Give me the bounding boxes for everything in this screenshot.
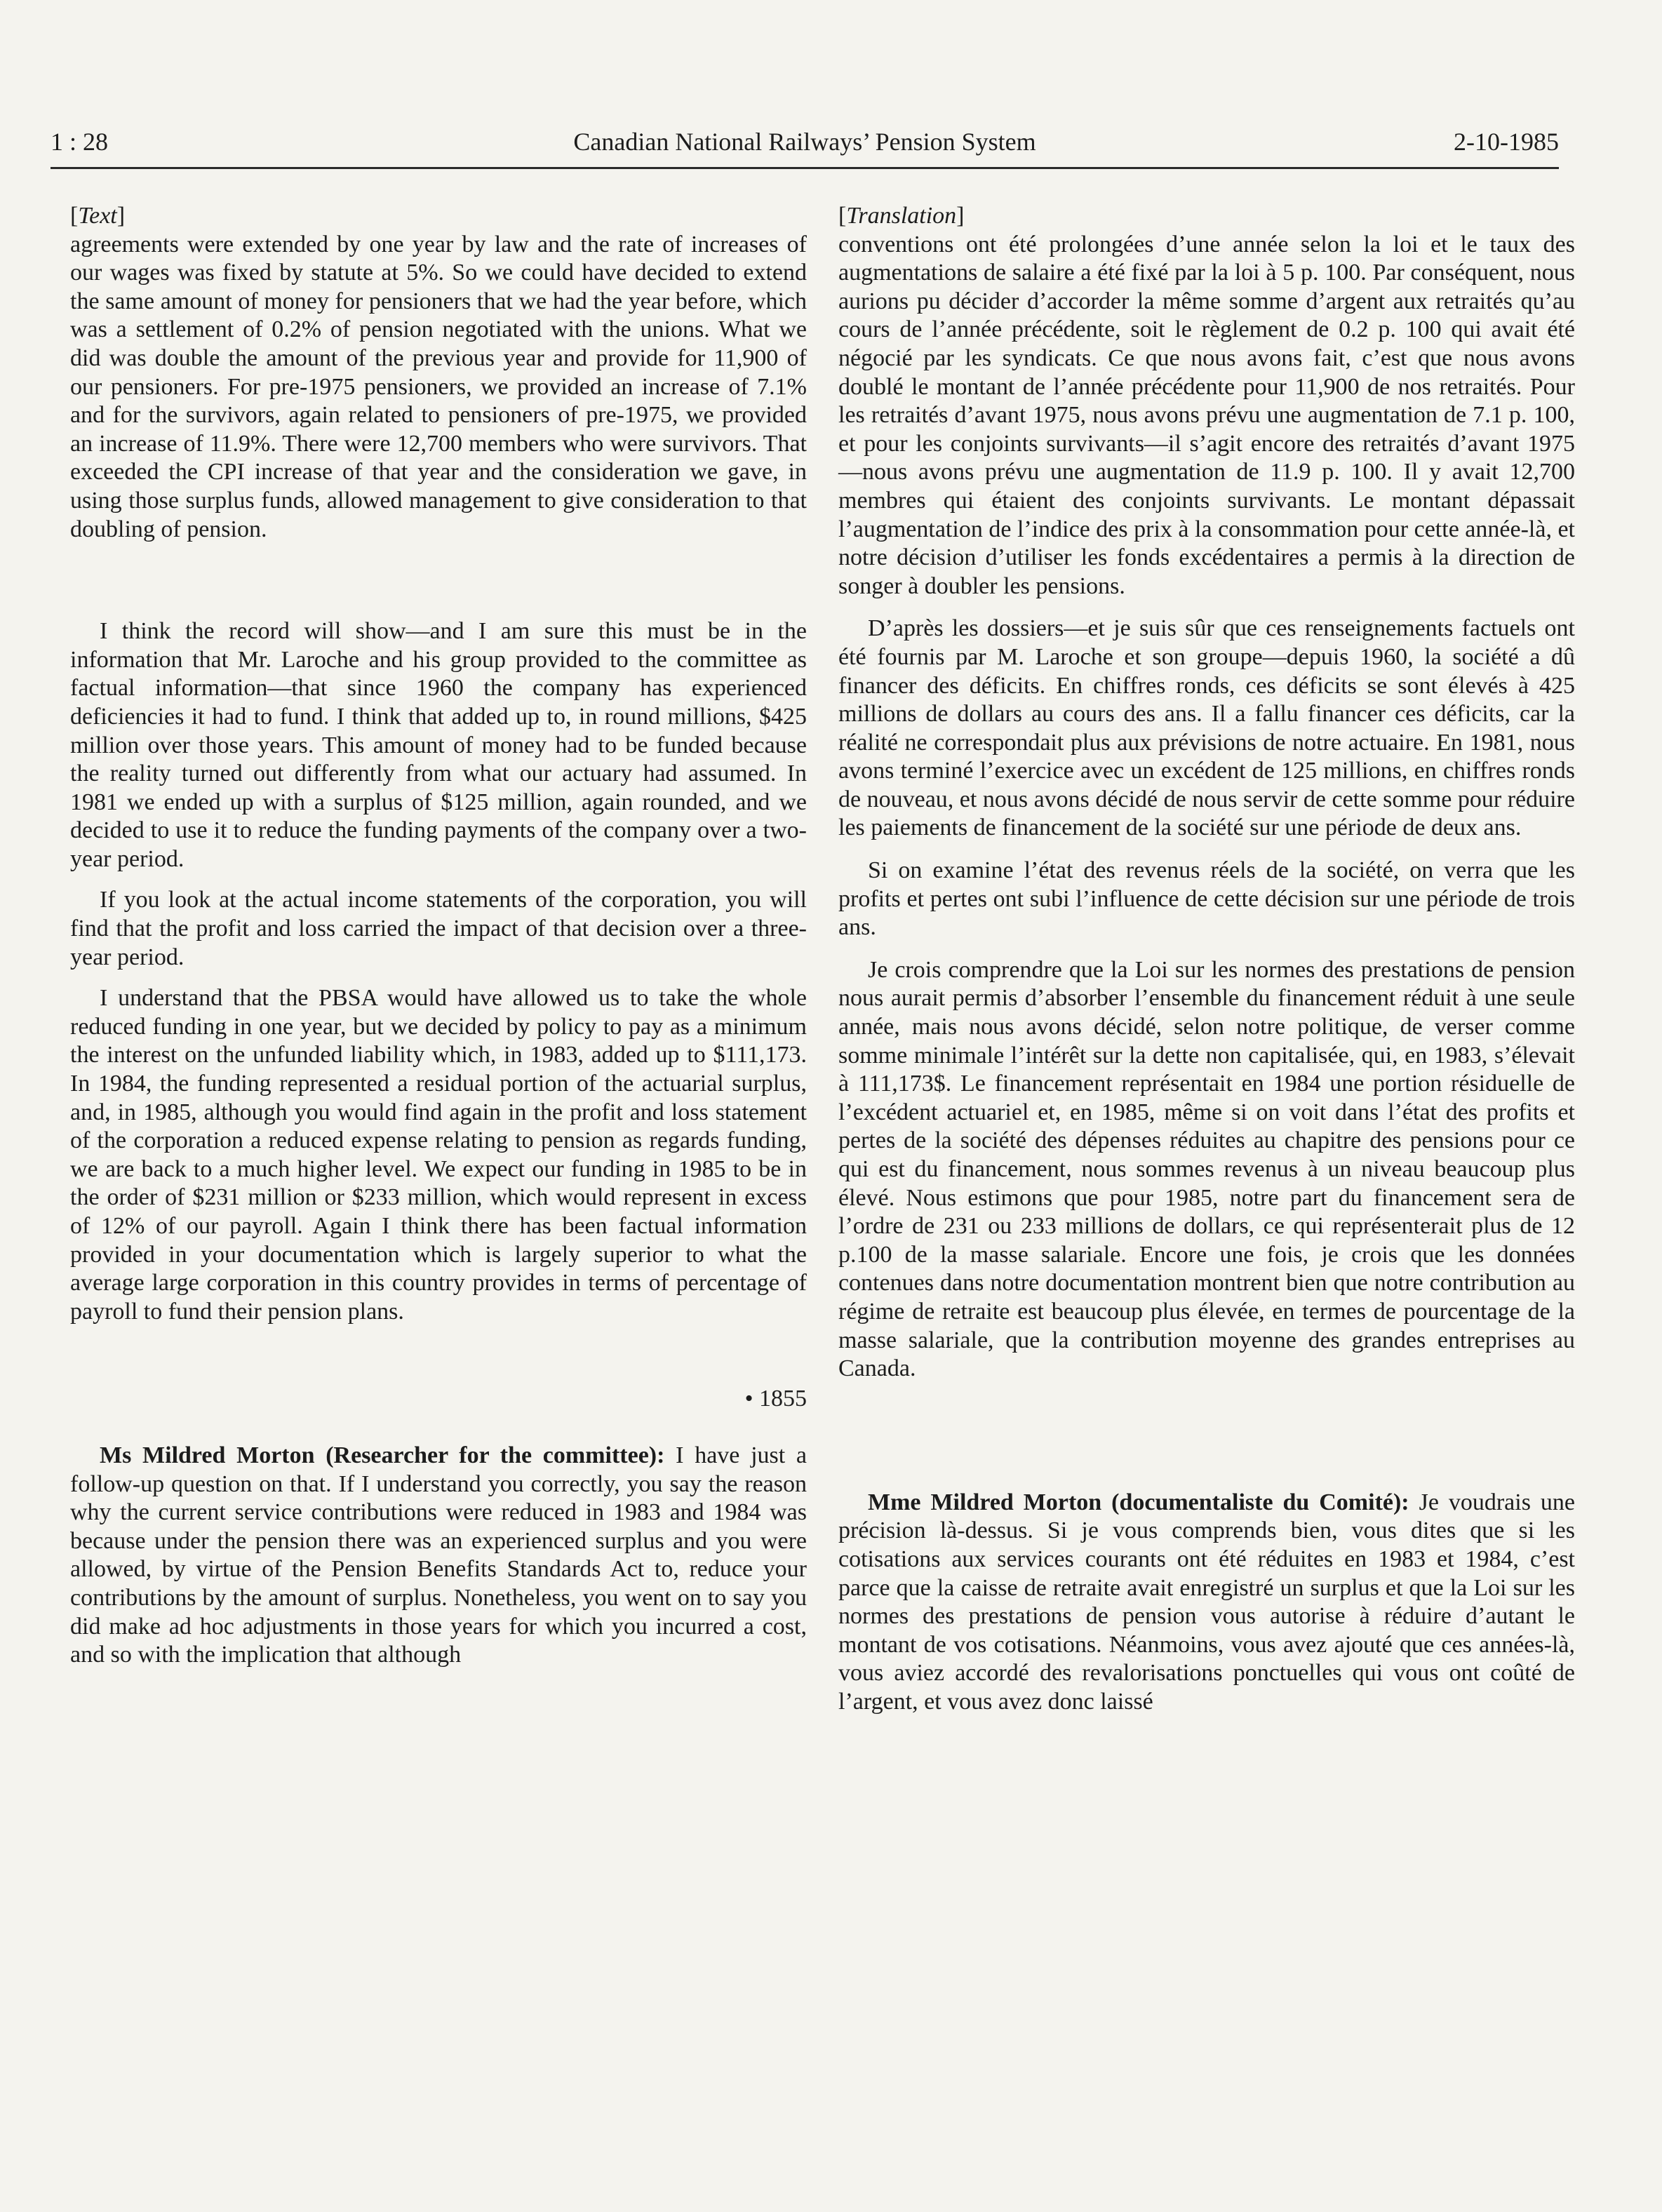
document-title: Canadian National Railways’ Pension System — [573, 128, 1036, 156]
speaker-name: Mme Mildred Morton (documentaliste du Comité): — [868, 1489, 1409, 1515]
paragraph: If you look at the actual income statements of the corporation, you will find that the profit and loss carried the impact of that decision over a three-year period. — [70, 887, 807, 970]
column-label: [Translation] — [838, 203, 965, 229]
paragraph: agreements were extended by one year by law and the rate of increases of our wages was fixed by statute at 5%. So we could have decided to extend the same amount of money for pensioners that we had the year before, which was a settlement of 0.2% of pension negotiated with the unions. What we did was double the amount of the previous year and provide for 11,900 of our pensioners. For pre-1975 pensioners, we provided an increase of 7.1% and for the survivors, again related to pensioners of pre-1975, we provided an increase of 11.9%. There were 12,700 members who were survivors. That exceeded the CPI increase of that year and the consideration we gave, in using those surplus funds, allowed management to give consideration to that doubling of pension. — [70, 231, 807, 542]
paragraph: Je crois comprendre que la Loi sur les normes des prestations de pension nous aurait permis d’absorber l’ensemble du financement réduit à une seule année, mais nous avons décidé, selon notre politique, de verser comme somme minimale l’intérêt sur la dette non capitalisée, qui, en 1983, s’élevait à 111,173$. Le financement représentait en 1984 une portion résiduelle de l’excédent actuariel et, en 1985, même si on voit dans l’état des profits et pertes de la société des dépenses réduites au chapitre des pensions pour ce qui est du financement, nous sommes revenus à un niveau beaucoup plus élevé. Nous estimons que pour 1985, notre part du financement sera de l’ordre de 231 ou 233 millions de dollars, ce qui représenterait plus de 12 p.100 de la masse salariale. Encore une fois, je crois que les données contenues dans notre documentation montrent bien que notre contribution au régime de retraite est beaucoup plus élevée, en termes de pourcentage de la masse salariale, que la contribution moyenne des grandes entreprises au Canada. — [838, 956, 1575, 1382]
speaker-paragraph: Mme Mildred Morton (documentaliste du Comité): Je voudrais une précision là-dessus. Si je vous comprends bien, vous dites que si les cotisations aux services courants ont été réduites en 1983 et 1984, c’est parce que la caisse de retraite avait enregistré un surplus et que la Loi sur les normes des prestations de pension vous autorise à réduire d’autant le montant de vos cotisations. Néanmoins, vous avez ajouté que ces années-là, vous aviez accordé des revalorisations ponctuelles qui vous ont coûté de l’argent, et vous avez donc laissé — [838, 1489, 1575, 1715]
english-column — [70, 198, 807, 1670]
column-label: [Text] — [70, 203, 126, 229]
header-rule — [51, 167, 1559, 169]
paragraph: I understand that the PBSA would have allowed us to take the whole reduced funding in one year, but we decided by policy to pay as a minimum the interest on the unfunded liability which, in 1983, added up to $111,173. In 1984, the funding represented a residual portion of the actuarial surplus, and, in 1985, although you would find again in the profit and loss statement of the corporation a reduced expense relating to pension as regards funding, we are back to a much higher level. We expect our funding in 1985 to be in the order of $231 million or $233 million, which would represent in excess of 12% of our payroll. Again I think there has been factual information provided in your documentation which is largely superior to what the average large corporation in this country provides in terms of percentage of payroll to fund their pension plans. — [70, 985, 807, 1325]
document-date: 2-10-1985 — [1454, 128, 1559, 156]
page-number: 1 : 28 — [51, 128, 109, 156]
paragraph: Si on examine l’état des revenus réels de la société, on verra que les profits et pertes ont subi l’influence de cette décision sur une période de trois ans. — [838, 857, 1575, 941]
time-stamp: • 1855 — [744, 1386, 807, 1412]
speaker-name: Ms Mildred Morton (Researcher for the committee): — [100, 1442, 665, 1468]
paragraph: conventions ont été prolongées d’une année selon la loi et le taux des augmentations de salaire a été fixé par la loi à 5 p. 100. Par conséquent, nous aurions pu décider d’accorder la même somme d’argent aux retraités qu’au cours de l’année précédente, soit le règlement de 0.2 p. 100 qui avait été négocié par les syndicats. Ce que nous avons fait, c’est que nous avons doublé le montant de l’année précédente pour 11,900 de nos retraités. Pour les retraités d’avant 1975, nous avons prévu une augmentation de 7.1 p. 100, et pour les conjoints survivants—il s’agit encore des retraités d’avant 1975—nous avons prévu une augmentation de 11.9 p. 100. Il y avait 12,700 membres qui étaient des conjoints survivants. Le montant dépassait l’augmentation de l’indice des prix à la consommation pour cette année-là, et notre décision d’utiliser les fonds excédentaires a permis à la direction de songer à doubler les pensions. — [838, 231, 1575, 599]
french-column — [838, 198, 1575, 1717]
paragraph: D’après les dossiers—et je suis sûr que ces renseignements factuels ont été fournis par M. Laroche et son groupe—depuis 1960, la société a dû financer des déficits. En chiffres ronds, ces déficits se sont élevés à 425 millions de dollars au cours des ans. Il a fallu financer ces déficits, car la réalité ne correspondait plus aux prévisions de notre actuaire. En 1981, nous avons terminé l’exercice avec un excédent de 125 millions, en chiffres ronds de nouveau, et nous avons décidé de nous servir de cette somme pour réduire les paiements de financement de la société sur une période de deux ans. — [838, 615, 1575, 841]
paragraph: I think the record will show—and I am sure this must be in the information that Mr. Laroche and his group provided to the committee as factual information—that since 1960 the company has experienced deficiencies it had to fund. I think that added up to, in round millions, $425 million over those years. This amount of money had to be funded because the reality turned out differently from what our actuary had assumed. In 1981 we ended up with a surplus of $125 million, again rounded, and we decided to use it to reduce the funding payments of the company over a two-year period. — [70, 618, 807, 872]
speaker-paragraph: Ms Mildred Morton (Researcher for the committee): I have just a follow-up question on that. If I understand you correctly, you say the reason why the current service contributions were reduced in 1983 and 1984 was because under the pension there was an experienced surplus and you were allowed, by virtue of the Pension Benefits Standards Act to, reduce your contributions by the amount of surplus. Nonetheless, you went on to say you did make ad hoc adjustments in those years for which you incurred a cost, and so with the implication that although — [70, 1442, 807, 1668]
